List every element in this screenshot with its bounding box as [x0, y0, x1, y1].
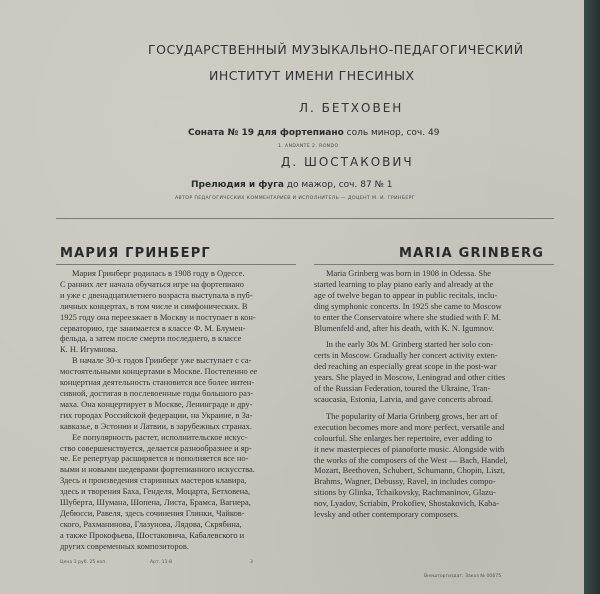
bio-line: маха. Она концертирует в Москве, Ленинграде и дру-	[60, 398, 253, 409]
bio-line: В начале 30-х годов Гринберг уже выступает с са-	[72, 355, 252, 366]
bio-line: Здесь и произведения старинных мастеров клавира,	[60, 475, 247, 486]
bio-line: the works of the composers of the West — Bach, Handel,	[314, 454, 508, 465]
bio-line: К. Н. Игумнова.	[60, 344, 118, 355]
artist-name-ru: МАРИЯ ГРИНБЕРГ	[60, 246, 211, 261]
printer-order: Внешторгиздат. Заказ № 00675	[424, 574, 502, 579]
bio-line: концертная деятельность становится все более интен-	[60, 377, 255, 388]
institute-line-2: ИНСТИТУТ ИМЕНИ ГНЕСИНЫХ	[209, 68, 415, 83]
bio-line: че. Ее репертуар расширяется и пополняется все но-	[60, 453, 249, 464]
institute-line-1: ГОСУДАРСТВЕННЫЙ МУЗЫКАЛЬНО-ПЕДАГОГИЧЕСКИЙ	[148, 42, 524, 57]
work-title: Соната № 19 для фортепиано	[188, 128, 344, 138]
bio-line: age of twelve began to appear in public recitals, inclu-	[314, 289, 498, 300]
bio-line: started learning to play piano early and already at the	[314, 278, 494, 289]
bio-line: years. She played in Moscow, Leningrad and other cities	[314, 372, 506, 383]
price-label: Цена 1 руб. 25 коп.	[60, 560, 107, 565]
article-number: Арт. 11-8	[150, 560, 173, 565]
artist-name-en: MARIA GRINBERG	[399, 246, 545, 261]
bio-line: 1925 году она переезжает в Москву и поступает в кон-	[60, 311, 256, 322]
bio-line: colourful. She enlarges her repertoire, ever adding to	[314, 432, 493, 443]
page-mark: 3	[250, 560, 253, 565]
bio-line: Brahms, Wagner, Debussy, Ravel, in includes compo-	[314, 476, 496, 487]
work-beethoven	[188, 128, 439, 138]
bio-line: здесь и творения Баха, Генделя, Моцарта, Бетховена,	[60, 486, 251, 497]
work-key: до мажор, соч. 87 № 1	[283, 180, 393, 190]
performer-credit: АВТОР ПЕДАГОГИЧЕСКИХ КОММЕНТАРИЕВ И ИСПОЛНИТЕЛЬ — ДОЦЕНТ М. И. ГРИНБЕРГ	[175, 196, 415, 201]
bio-line: серваторию, где занимается в классе Ф. М. Блумен-	[60, 322, 246, 333]
composer-shostakovich: Д. ШОСТАКОВИЧ	[281, 155, 414, 169]
bio-line: Maria Grinberg was born in 1908 in Odessa. She	[326, 268, 492, 278]
bio-line: In the early 30s M. Grinberg started her solo con-	[326, 339, 494, 350]
bio-line: Шуберта, Шумана, Шопена, Листа, Брамса, Вагнера,	[60, 497, 251, 508]
bio-line: certs in Moscow. Gradually her concert activity exten-	[314, 350, 498, 361]
bio-line: других современных композиторов.	[60, 540, 189, 551]
work-movements: 1. ANDANTE 2. RONDO	[278, 144, 339, 149]
bio-line: execution becomes more and more perfect, versatile and	[314, 421, 505, 432]
bio-line: сивной, достигая в послевоенные годы большого раз-	[60, 387, 254, 398]
bio-line: scaucasia, Estonia, Latvia, and gave concerts abroad.	[314, 393, 493, 404]
bio-line: кавказье, в Эстонии и Латвии, в зарубежных странах.	[60, 420, 252, 431]
top-divider	[56, 218, 554, 219]
bio-line: ство совершенствуется, делается разнообразнее и яр-	[60, 442, 252, 453]
bio-line: to enter the Conservatoire where she studied with F. M.	[314, 311, 502, 322]
bio-line: it new masterpieces of pianoforte music. Alongside with	[314, 443, 505, 454]
bio-line: nov, Lyadov, Scriabin, Prokofiev, Shostakovich, Kaba-	[314, 498, 499, 509]
bio-line: ded reaching an especially great scope in the post-war	[314, 361, 497, 372]
bio-line: выми и новыми шедеврами фортепианного искусства.	[60, 464, 255, 475]
bio-line: sitions by Glinka, Tchaikovsky, Rachmaninov, Glazu-	[314, 487, 496, 498]
en-column-rule	[314, 264, 554, 265]
bio-line: С ранних лет начала обучаться игре на фортепиано	[60, 278, 244, 289]
bio-line: Ее популярность растет, исполнительское искус-	[72, 431, 248, 442]
bio-line: гих городах Российской федерации, на Украине, в За-	[60, 409, 253, 420]
bio-line: Дебюсси, Равеля, здесь сочинения Глинки, Чайков-	[60, 507, 245, 518]
bio-line: ding symphonic concerts. In 1925 she came to Moscow	[314, 300, 502, 311]
bio-line: ского, Рахманинова, Глазунова, Лядова, Скрябина,	[60, 518, 242, 529]
bio-line: фельда, а затем после смерти последнего, в классе	[60, 333, 242, 344]
bio-line: личных концертах, в том числе и симфонических. В	[60, 300, 248, 311]
work-title: Прелюдия и фуга	[191, 180, 284, 190]
bio-en-column	[314, 268, 562, 520]
bio-line: Blumenfeld and, after his death, with K. N. Igumnov.	[314, 322, 495, 333]
ru-column-rule	[56, 264, 296, 265]
bio-ru-column	[60, 268, 300, 552]
bio-line: мостоятельными концертами в Москве. Постепенно ее	[60, 366, 258, 377]
sleeve-edge	[584, 0, 600, 594]
bio-line: а также Прокофьева, Шостаковича, Кабалевского и	[60, 529, 245, 540]
work-key: соль минор, соч. 49	[343, 128, 440, 138]
bio-line: Mozart, Beethoven, Schubert, Schumann, Chopin, Liszt,	[314, 465, 505, 476]
work-shostakovich	[191, 180, 392, 190]
bio-line: levsky and other contemporary composers.	[314, 509, 460, 520]
composer-beethoven: Л. БЕТХОВЕН	[299, 101, 404, 115]
bio-line: Мария Гринберг родилась в 1908 году в Одессе.	[72, 268, 245, 278]
bio-line: и уже с двенадцатилетнего возраста выступала в пуб-	[60, 289, 253, 300]
bio-line: of the Russian Federation, toured the Ukraine, Tran-	[314, 383, 491, 394]
bio-line: The popularity of Maria Grinberg grows, her art of	[326, 410, 498, 421]
